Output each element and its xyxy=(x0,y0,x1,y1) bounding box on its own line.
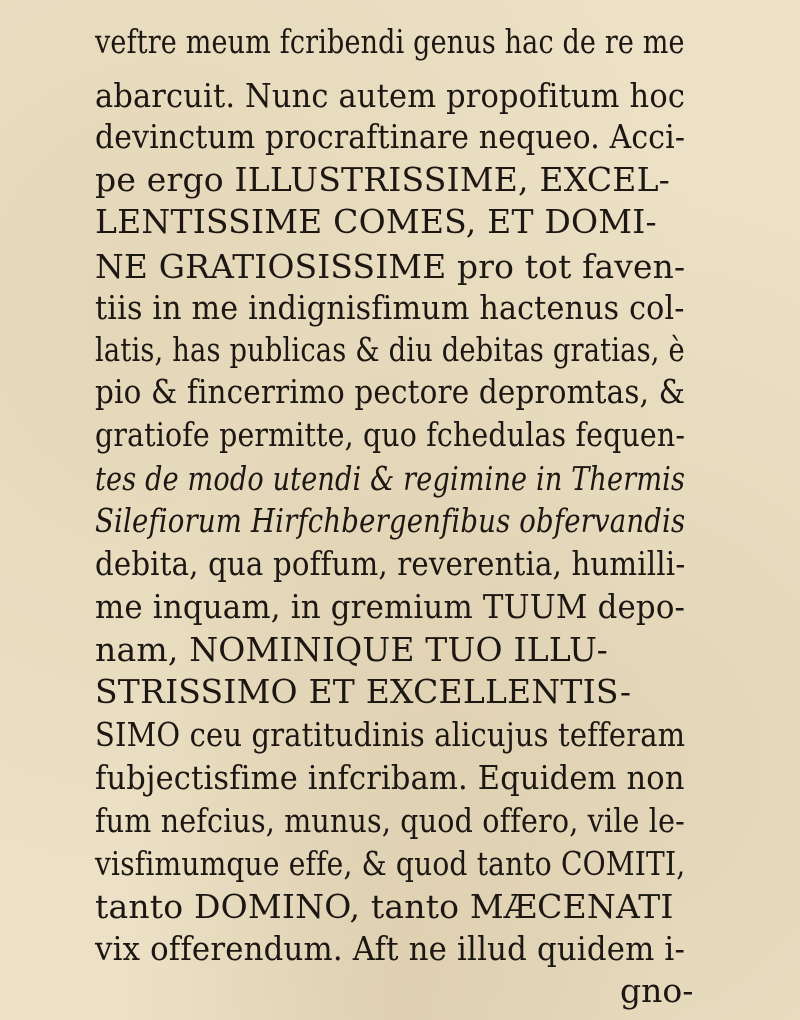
text-line-16: STRISSIMO ET EXCELLENTIS- xyxy=(95,672,632,711)
text-line-4: pe ergo ILLUSTRISSIME, EXCEL- xyxy=(95,160,671,199)
text-line-20: visfimumque effe, & quod tanto COMITI, xyxy=(95,844,686,883)
text-line-7: tiis in me indignisfimum hactenus col- xyxy=(95,288,685,327)
text-line-21: tanto DOMINO, tanto MÆCENATI xyxy=(95,887,674,926)
text-line-17: SIMO ceu gratitudinis alicujus tefferam xyxy=(95,715,686,754)
text-line-1: veftre meum fcribendi genus hac de re me xyxy=(95,22,685,61)
text-line-3: devinctum procraftinare nequeo. Acci- xyxy=(95,117,686,156)
text-line-8: latis, has publicas & diu debitas gratias, è xyxy=(95,330,685,369)
text-line-6: NE GRATIOSISSIME pro tot faven- xyxy=(95,247,686,286)
catchword: gno- xyxy=(620,971,694,1010)
text-line-11: tes de modo utendi & regimine in Thermis xyxy=(95,459,686,498)
text-line-15: nam, NOMINIQUE TUO ILLU- xyxy=(95,630,608,669)
text-line-2: abarcuit. Nunc autem propofitum hoc xyxy=(95,76,686,115)
text-line-22: vix offerendum. Aft ne illud quidem i- xyxy=(95,929,686,968)
text-line-13: debita, qua poffum, reverentia, humilli- xyxy=(95,544,686,583)
text-line-12: Silefiorum Hirfchbergenfibus obfervandis xyxy=(95,501,686,540)
text-line-18: fubjectisfime infcribam. Equidem non xyxy=(95,758,685,797)
text-line-5: LENTISSIME COMES, ET DOMI- xyxy=(95,202,657,241)
text-line-10: gratiofe permitte, quo fchedulas fequen- xyxy=(95,415,686,454)
text-line-14: me inquam, in gremium TUUM depo- xyxy=(95,587,686,626)
text-line-9: pio & fincerrimo pectore depromtas, & xyxy=(95,372,686,411)
text-line-19: fum nefcius, munus, quod offero, vile le- xyxy=(95,801,685,840)
